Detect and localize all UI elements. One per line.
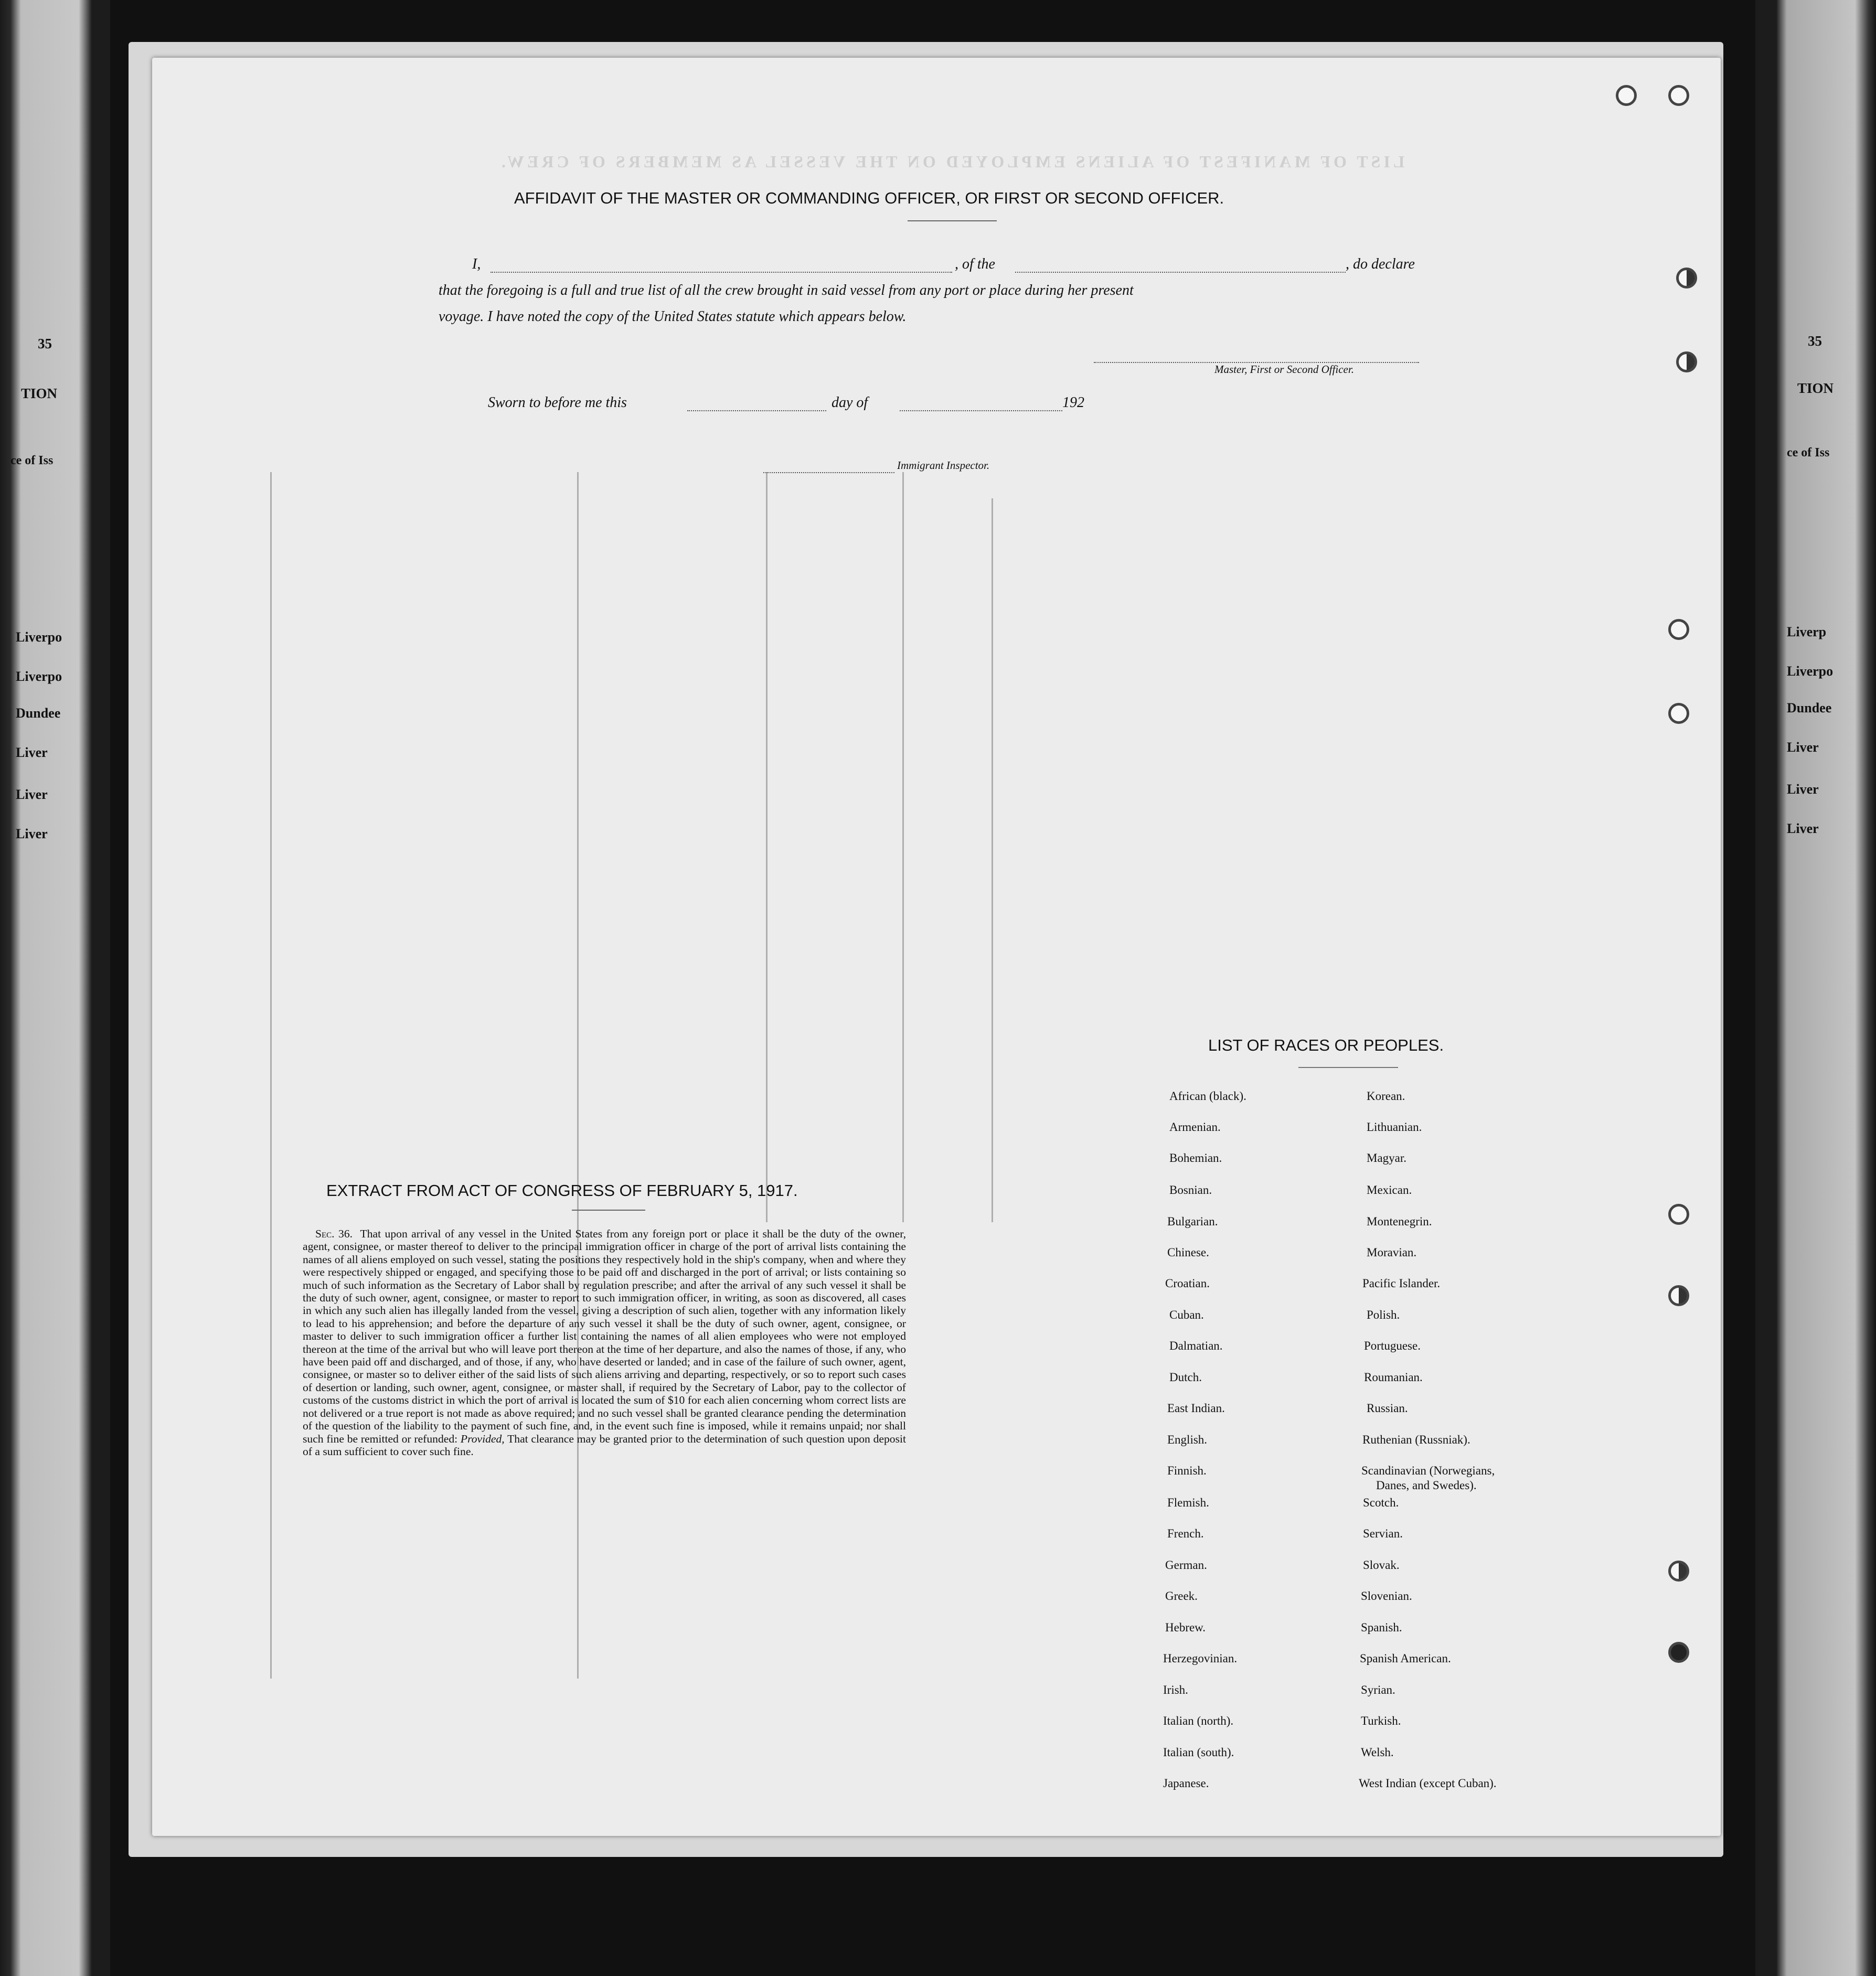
race-item: Polish. [1367, 1308, 1400, 1321]
race-item: Spanish American. [1360, 1652, 1451, 1665]
right-strip-number: 35 [1808, 333, 1822, 349]
race-item: Japanese. [1163, 1777, 1209, 1790]
affidavit-line-2: that the foregoing is a full and true list of all the crew brought in said vessel from any port or place during her present [439, 282, 1134, 298]
race-item: Hebrew. [1165, 1621, 1206, 1634]
punch-hole [1668, 619, 1689, 640]
title-rule [908, 220, 997, 221]
race-item: Flemish. [1167, 1496, 1209, 1509]
affidavit-of-the: , of the [955, 256, 995, 272]
races-title-rule [1298, 1067, 1398, 1068]
extract-paragraph [303, 1227, 906, 1458]
race-item: Slovenian. [1361, 1589, 1412, 1603]
race-item: Pacific Islander. [1362, 1277, 1441, 1290]
race-item: Moravian. [1367, 1246, 1417, 1259]
extract-text-1: That upon arrival of any vessel in the United States from any foreign port or place it shall be the duty of the owner, agent, consignee, or master thereof to deliver to the principal immigration officer in charge of the port of arrival lists containing the names of all aliens employed on such vessel, stating the positions they respectively hold in the ship's company, when and where they were respectively shipped or engaged, and specifying those to be paid off and discharged in the port of arrival; or lists containing so much of such information as the Secretary of Labor shall by regulation prescribe; and after the arrival of any such vessel it shall be the duty of such owner, agent, consignee, or master to report to such immigration officer, in writing, as soon as discovered, all cases in which any such alien has illegally landed from the vessel, giving a description of such alien, together with any information likely to lead to his apprehension; and before the departure of any such vessel it shall be the duty of such owner, agent, consignee, or master to deliver to such immigration officer a further list containing the names of all alien employees who were not employed thereon at the time of the arrival but who will leave port thereon at the time of her departure, and also the names of those, if any, who have been paid off and discharged, and of those, if any, who have deserted or landed; and in case of the failure of such owner, agent, consignee, or master so to deliver either of the said lists of such aliens arriving and departing, respectively, or so to report such cases of desertion or landing, such owner, agent, consignee, or master shall, if required by the Secretary of Labor, pay to the collector of customs of the customs district in which the port of arrival is located the sum of $10 for each alien concerning whom correct lists are not delivered or a true report is not made as above required; and no such vessel shall be granted clearance pending the determination of the question of the liability to the payment of such fine, and, in the event such fine is imposed, while it remains unpaid; nor shall such fine be remitted or refunded: [303, 1227, 906, 1445]
show-through-line [992, 498, 993, 1222]
right-strip-label: TION [1797, 380, 1834, 396]
race-item: Greek. [1165, 1589, 1198, 1603]
day-blank [687, 410, 826, 411]
right-strip-port: Liverp [1787, 624, 1827, 639]
race-item: Croatian. [1165, 1277, 1210, 1290]
race-item: West Indian (except Cuban). [1359, 1777, 1497, 1790]
race-item: Ruthenian (Russniak). [1362, 1433, 1470, 1446]
race-item: African (black). [1169, 1090, 1246, 1103]
race-item: Bohemian. [1169, 1151, 1222, 1165]
show-through-heading: LIST OF MANIFEST OF ALIENS EMPLOYED ON THE VESSEL AS MEMBERS OF CREW. [498, 152, 1405, 171]
affidavit-title: AFFIDAVIT OF THE MASTER OR COMMANDING OFFICER, OR FIRST OR SECOND OFFICER. [514, 189, 1224, 207]
name-blank [491, 272, 952, 273]
punch-hole [1668, 1285, 1689, 1306]
race-item: Montenegrin. [1367, 1215, 1432, 1228]
race-item: Spanish. [1361, 1621, 1402, 1634]
punch-hole [1668, 703, 1689, 724]
section-label: Sec. 36. [315, 1227, 353, 1240]
affidavit-i: I, [472, 256, 481, 272]
race-item: Servian. [1363, 1527, 1403, 1540]
day-of-text: day of [832, 394, 868, 411]
extract-text-2: That clearance may be granted prior to the determination of such question upon deposit of a sum sufficient to cover such fine. [303, 1432, 907, 1458]
punch-hole [1668, 1561, 1689, 1582]
race-item: Finnish. [1167, 1464, 1207, 1477]
right-strip-issue: ce of Iss [1787, 446, 1830, 460]
left-strip-port: Liverpo [16, 629, 62, 645]
race-item: East Indian. [1167, 1402, 1225, 1415]
left-strip-port: Liver [16, 826, 48, 841]
race-item: Scotch. [1363, 1496, 1399, 1509]
race-item: Roumanian. [1364, 1371, 1423, 1384]
left-strip-port: Liverpo [16, 669, 62, 684]
race-item: Russian. [1367, 1402, 1408, 1415]
race-item: Herzegovinian. [1163, 1652, 1238, 1665]
affidavit-do-declare: , do declare [1346, 256, 1415, 272]
race-item: Syrian. [1361, 1683, 1395, 1696]
left-strip-port: Liver [16, 745, 48, 760]
show-through-line [902, 472, 904, 1222]
extract-title: EXTRACT FROM ACT OF CONGRESS OF FEBRUARY 5, 1917. [326, 1181, 798, 1200]
vessel-blank [1015, 272, 1346, 273]
show-through-line [577, 472, 579, 1679]
race-item: Cuban. [1169, 1308, 1204, 1321]
month-blank [900, 410, 1062, 411]
punch-hole [1676, 351, 1697, 372]
right-strip-port: Dundee [1787, 700, 1832, 715]
race-item: Chinese. [1167, 1246, 1209, 1259]
punch-hole [1668, 85, 1689, 106]
race-item: Portuguese. [1364, 1339, 1421, 1352]
signature-caption: Master, First or Second Officer. [1214, 363, 1354, 376]
right-adjacent-frame [1755, 0, 1876, 1976]
race-item: Italian (south). [1163, 1746, 1234, 1759]
races-title: LIST OF RACES OR PEOPLES. [1208, 1036, 1444, 1054]
race-item: Magyar. [1367, 1151, 1407, 1165]
left-strip-number: 35 [38, 336, 52, 351]
race-item: German. [1165, 1558, 1207, 1572]
manifest-page [152, 58, 1721, 1836]
punch-hole [1668, 1642, 1689, 1663]
punch-hole [1616, 85, 1637, 106]
race-item: English. [1167, 1433, 1208, 1446]
race-item: Dutch. [1169, 1371, 1202, 1384]
punch-hole [1668, 1204, 1689, 1225]
year-text: 192 [1062, 394, 1084, 411]
right-strip-port: Liver [1787, 740, 1819, 755]
right-strip-port: Liverpo [1787, 664, 1834, 679]
right-strip-port: Liver [1787, 782, 1819, 797]
left-strip-port: Liver [16, 787, 48, 802]
left-strip-issue: ce of Iss [10, 454, 54, 467]
right-strip-port: Liver [1787, 821, 1819, 836]
inspector-blank [763, 472, 894, 473]
provided-word: Provided, [460, 1432, 505, 1445]
race-item: Turkish. [1361, 1714, 1401, 1727]
show-through-line [270, 472, 272, 1679]
race-item: Danes, and Swedes). [1376, 1479, 1477, 1492]
race-item: Lithuanian. [1367, 1120, 1422, 1134]
show-through-line [766, 472, 768, 1222]
affidavit-line-3: voyage. I have noted the copy of the United States statute which appears below. [439, 308, 907, 325]
race-item: Korean. [1367, 1090, 1405, 1103]
race-item: Italian (north). [1163, 1714, 1234, 1727]
race-item: Welsh. [1361, 1746, 1394, 1759]
race-item: Slovak. [1363, 1558, 1400, 1572]
left-strip-port: Dundee [16, 706, 61, 721]
extract-title-rule [572, 1210, 645, 1211]
race-item: Scandinavian (Norwegians, [1361, 1464, 1495, 1477]
race-item: Dalmatian. [1169, 1339, 1223, 1352]
sworn-text: Sworn to before me this [488, 394, 627, 411]
race-item: Mexican. [1367, 1183, 1412, 1197]
punch-hole [1676, 268, 1697, 289]
left-strip-label: TION [21, 386, 58, 401]
race-item: French. [1167, 1527, 1204, 1540]
race-item: Bulgarian. [1167, 1215, 1218, 1228]
inspector-caption: Immigrant Inspector. [897, 459, 990, 472]
race-item: Bosnian. [1169, 1183, 1212, 1197]
race-item: Armenian. [1169, 1120, 1221, 1134]
left-adjacent-frame [0, 0, 110, 1976]
race-item: Irish. [1163, 1683, 1188, 1696]
